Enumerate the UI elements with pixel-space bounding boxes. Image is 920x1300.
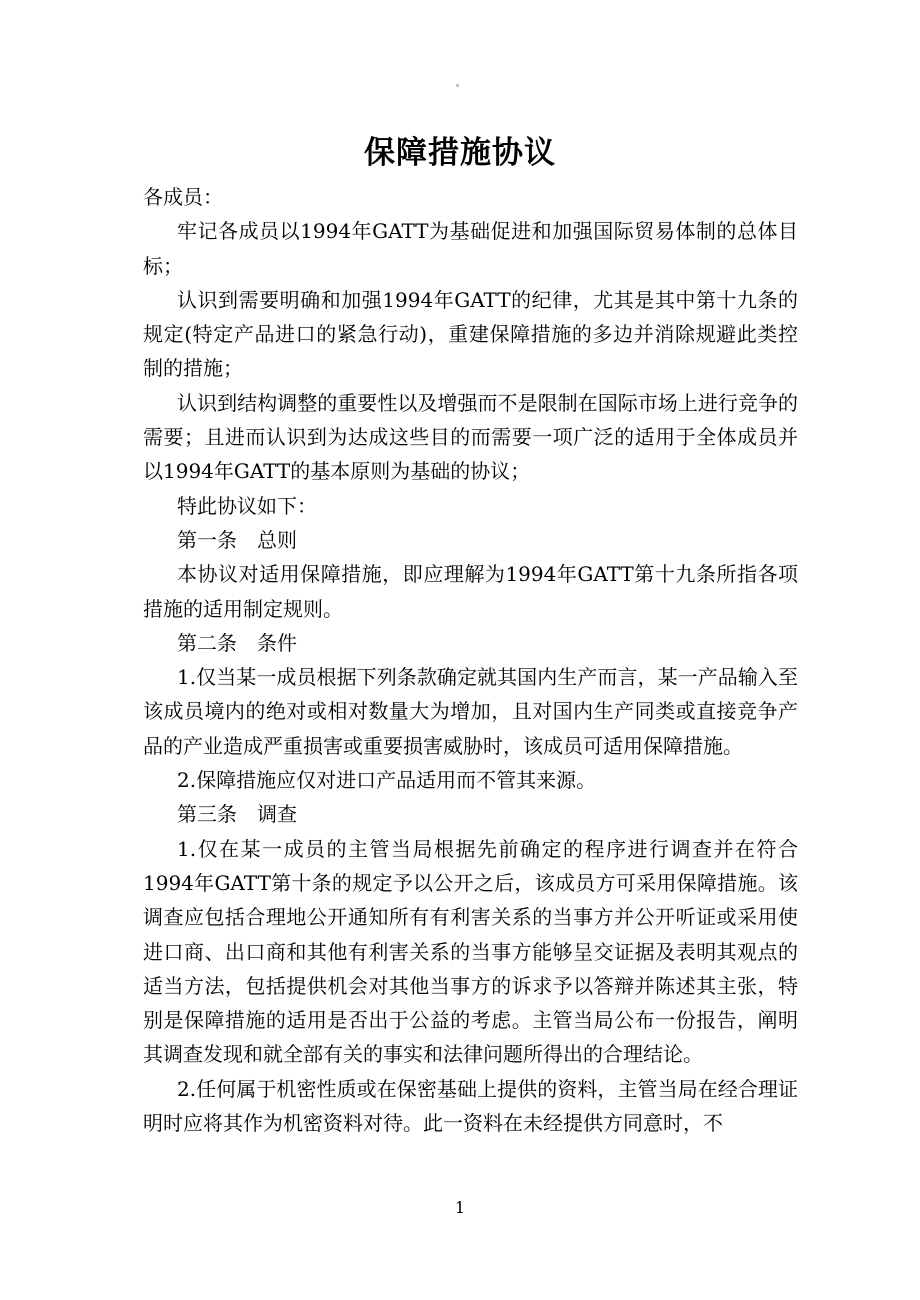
paragraph: 牢记各成员以1994年GATT为基础促进和加强国际贸易体制的总体目标； <box>143 219 798 278</box>
paragraph: 2.保障措施应仅对进口产品适用而不管其来源。 <box>177 768 597 793</box>
paragraph: 认识到结构调整的重要性以及增强而不是限制在国际市场上进行竞争的需要；且进而认识到为达成这些目的而需要一项广泛的适用于全体成员并以1994年GATT的基本原则为基础的协议； <box>143 390 798 484</box>
paragraph: 1.仅在某一成员的主管当局根据先前确定的程序进行调查并在符合1994年GATT第十条的规定予以公开之后，该成员方可采用保障措施。该调查应包括合理地公开通知所有有利害关系的当事方并公开听证或采用使进口商、出口商和其他有利害关系的当事方能够呈交证据及表明其观点的适当方法，包括提供机会对其他当事方的诉求予以答辩并陈述其主张，特别是保障措施的适用是否出于公益的考虑。主管当局公布一份报告，阐明其调查发现和就全部有关的事实和法律问题所得出的合理结论。 <box>143 836 798 1067</box>
paragraph: 本协议对适用保障措施，即应理解为1994年GATT第十九条所指各项措施的适用制定规则。 <box>143 562 798 621</box>
paragraph: 认识到需要明确和加强1994年GATT的纪律，尤其是其中第十九条的规定(特定产品进口的紧急行动)，重建保障措施的多边并消除规避此类控制的措施； <box>143 287 798 381</box>
document-title: 保障措施协议 <box>364 135 556 171</box>
article-heading: 第一条 总则 <box>177 527 297 552</box>
article-heading: 第二条 条件 <box>177 630 297 655</box>
paragraph: 1.仅当某一成员根据下列条款确定就其国内生产而言，某一产品输入至该成员境内的绝对或相对数量大为增加，且对国内生产同类或直接竞争产品的产业造成严重损害或重要损害威胁时，该成员可适用保障措施。 <box>143 665 798 758</box>
paragraph-salutation: 各成员： <box>143 185 223 209</box>
document-body <box>143 180 798 1140</box>
paragraph: 特此协议如下： <box>177 493 317 518</box>
article-heading: 第三条 调查 <box>177 802 297 827</box>
page-number: 1 <box>454 1198 466 1217</box>
paragraph: 2.任何属于机密性质或在保密基础上提供的资料，主管当局在经合理证明时应将其作为机密资料对待。此一资料在未经提供方同意时，不 <box>143 1076 798 1136</box>
header-dot <box>456 84 459 87</box>
